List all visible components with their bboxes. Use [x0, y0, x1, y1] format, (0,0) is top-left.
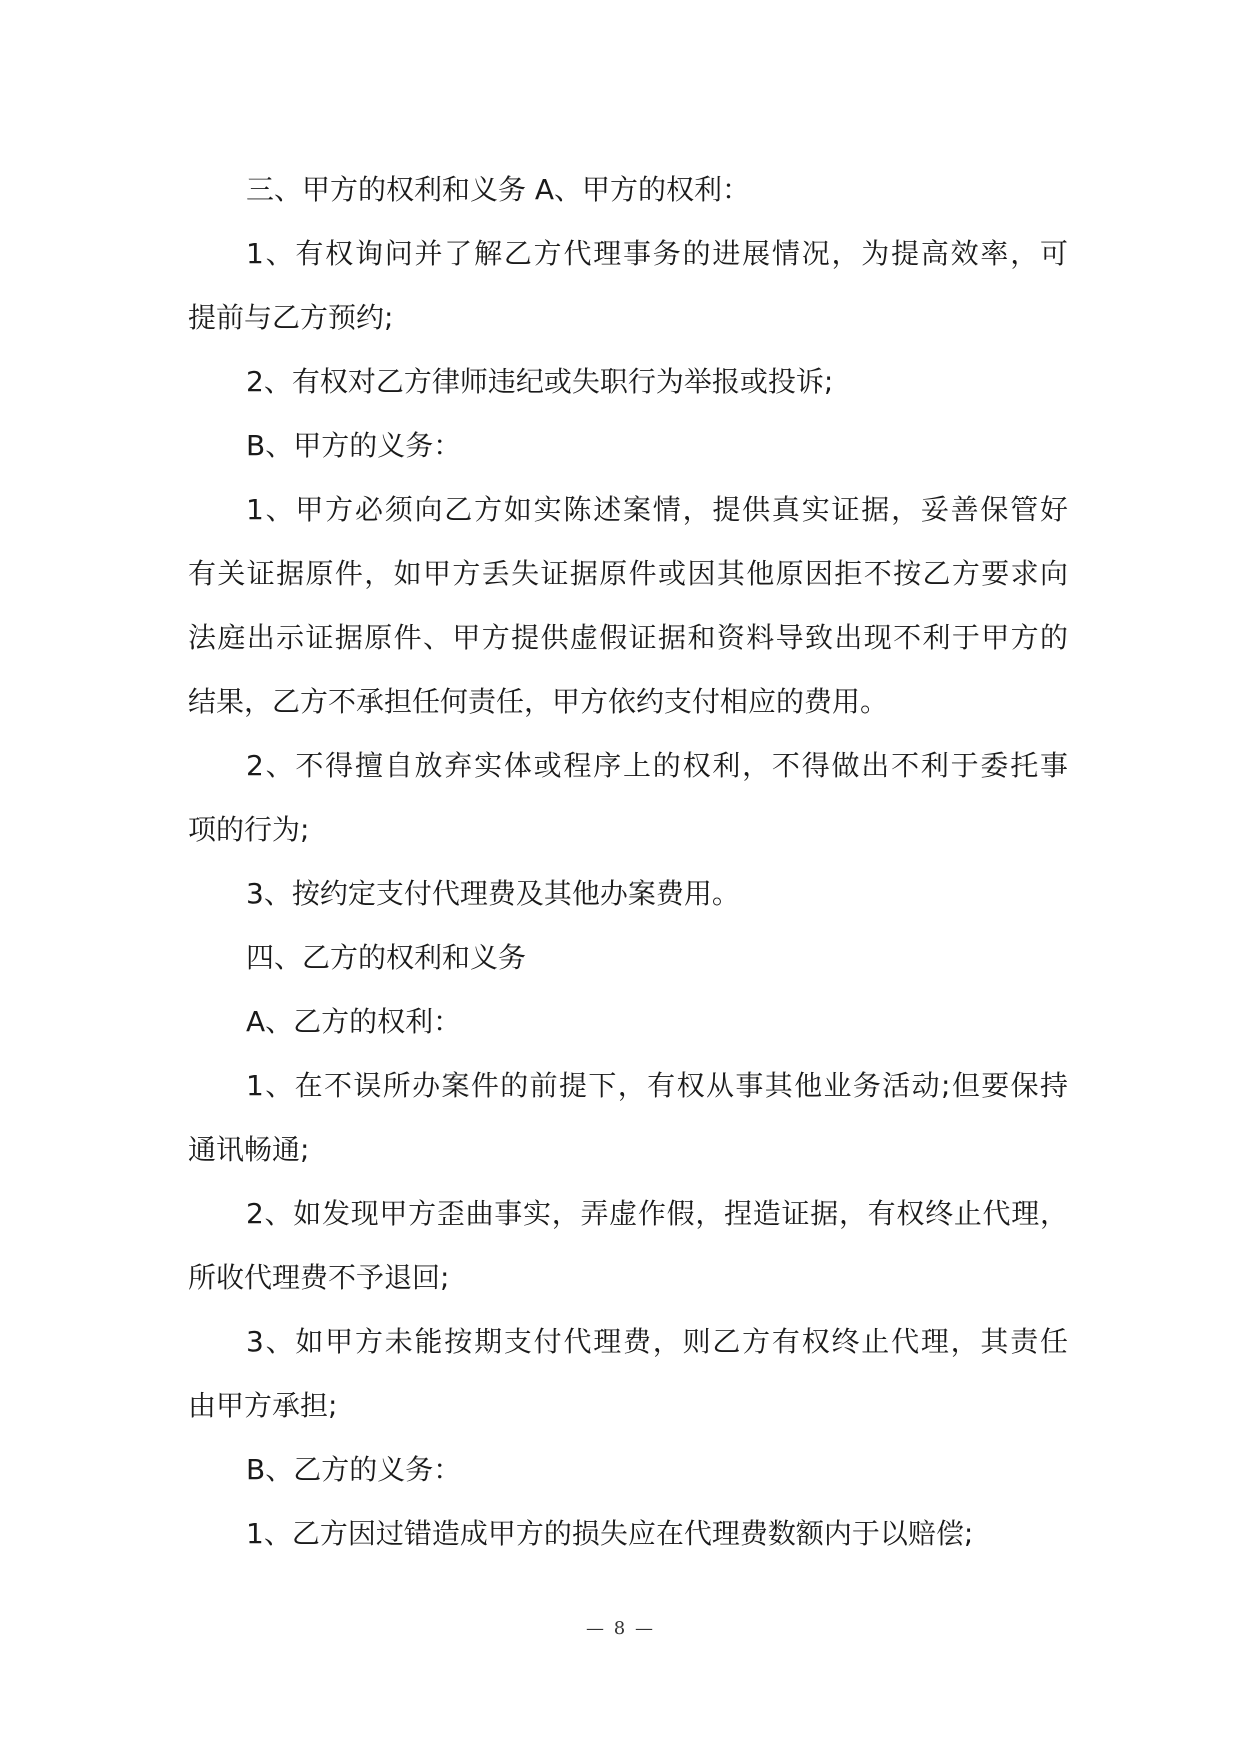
paragraph-line: 3、如甲方未能按期支付代理费，则乙方有权终止代理，其责任: [246, 1325, 1068, 1358]
paragraph-line: 通讯畅通;: [188, 1133, 310, 1166]
subsection-heading: A、乙方的权利：: [246, 1005, 462, 1038]
paragraph-line: 2、有权对乙方律师违纪或失职行为举报或投诉;: [246, 365, 834, 398]
document-body: [188, 158, 1068, 1566]
paragraph-line: 有关证据原件，如甲方丢失证据原件或因其他原因拒不按乙方要求向: [188, 557, 1068, 590]
paragraph-line: 提前与乙方预约;: [188, 301, 394, 334]
subsection-heading: B、乙方的义务：: [246, 1453, 462, 1486]
paragraph-line: 2、如发现甲方歪曲事实，弄虚作假，捏造证据，有权终止代理，: [246, 1197, 1068, 1230]
paragraph-line: 3、按约定支付代理费及其他办案费用。: [246, 877, 740, 910]
page-number: — 8 —: [586, 1618, 655, 1639]
section-heading: 四、乙方的权利和义务: [246, 941, 527, 974]
paragraph-line: 1、有权询问并了解乙方代理事务的进展情况，为提高效率，可: [246, 237, 1068, 270]
paragraph-line: 1、乙方因过错造成甲方的损失应在代理费数额内于以赔偿;: [246, 1517, 974, 1550]
subsection-heading: B、甲方的义务：: [246, 429, 462, 462]
section-heading: 三、甲方的权利和义务 A、甲方的权利：: [246, 173, 751, 206]
paragraph-line: 1、甲方必须向乙方如实陈述案情，提供真实证据，妥善保管好: [246, 493, 1068, 526]
paragraph-line: 2、不得擅自放弃实体或程序上的权利，不得做出不利于委托事: [246, 749, 1068, 782]
paragraph-line: 法庭出示证据原件、甲方提供虚假证据和资料导致出现不利于甲方的: [188, 621, 1068, 654]
paragraph-line: 所收代理费不予退回;: [188, 1261, 450, 1294]
paragraph-line: 结果，乙方不承担任何责任，甲方依约支付相应的费用。: [188, 685, 889, 718]
paragraph-line: 1、在不误所办案件的前提下，有权从事其他业务活动;但要保持: [246, 1069, 1068, 1102]
paragraph-line: 项的行为;: [188, 813, 310, 846]
paragraph-line: 由甲方承担;: [188, 1389, 338, 1422]
